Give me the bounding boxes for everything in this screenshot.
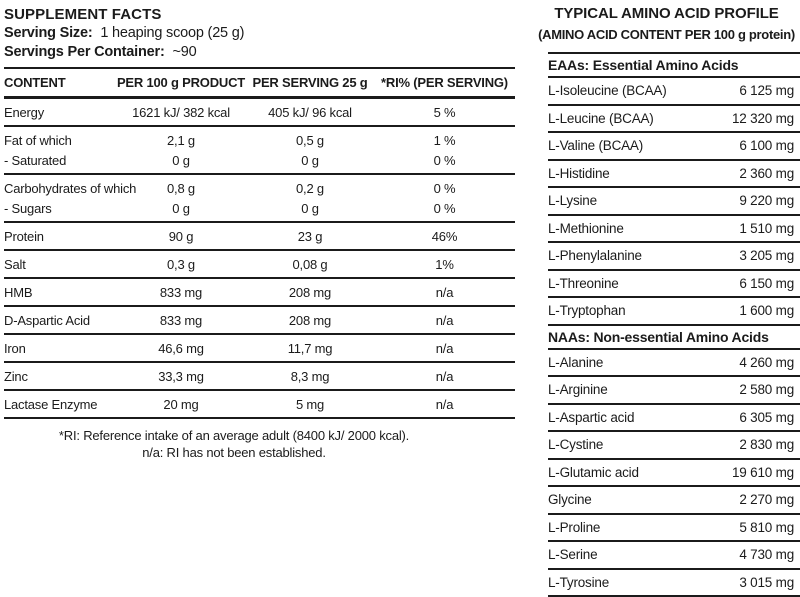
cell-content: - Saturated xyxy=(4,150,116,174)
column-header-per-serving: PER SERVING 25 g xyxy=(246,68,374,98)
supplement-table-header-row xyxy=(4,68,515,98)
section-rows xyxy=(548,78,800,326)
cell-per-serving: 208 mg xyxy=(246,306,374,334)
serving-size-label: Serving Size: xyxy=(4,25,92,41)
cell-content: Carbohydrates of which xyxy=(4,174,116,198)
amino-name: L-Alanine xyxy=(548,355,603,370)
cell-per-serving: 0 g xyxy=(246,150,374,174)
amino-value: 9 220 mg xyxy=(739,193,800,208)
amino-name: L-Valine (BCAA) xyxy=(548,138,643,153)
cell-content: Zinc xyxy=(4,362,116,390)
cell-per-serving: 0,08 g xyxy=(246,250,374,278)
cell-per-100g: 20 mg xyxy=(116,390,246,418)
column-header-content: CONTENT xyxy=(4,68,116,98)
amino-name: L-Histidine xyxy=(548,166,610,181)
amino-row xyxy=(548,487,800,515)
amino-sections xyxy=(548,52,800,597)
servings-per-container-line xyxy=(4,43,515,62)
cell-content: - Sugars xyxy=(4,198,116,222)
amino-value: 19 610 mg xyxy=(732,465,800,480)
amino-value: 4 260 mg xyxy=(739,355,800,370)
cell-per-serving: 208 mg xyxy=(246,278,374,306)
cell-ri-percent: 1% xyxy=(374,250,515,278)
amino-value: 12 320 mg xyxy=(732,111,800,126)
amino-row xyxy=(548,78,800,106)
cell-per-100g: 0 g xyxy=(116,150,246,174)
column-header-per-100g: PER 100 g PRODUCT xyxy=(116,68,246,98)
cell-ri-percent: 1 % xyxy=(374,126,515,150)
amino-value: 3 205 mg xyxy=(739,248,800,263)
cell-content: Iron xyxy=(4,334,116,362)
amino-value: 2 580 mg xyxy=(739,382,800,397)
amino-value: 6 305 mg xyxy=(739,410,800,425)
footnotes xyxy=(4,427,464,461)
amino-value: 5 810 mg xyxy=(739,520,800,535)
amino-value: 6 100 mg xyxy=(739,138,800,153)
amino-name: L-Isoleucine (BCAA) xyxy=(548,83,667,98)
amino-profile-title: TYPICAL AMINO ACID PROFILE xyxy=(533,5,800,23)
cell-ri-percent: n/a xyxy=(374,362,515,390)
amino-name: L-Leucine (BCAA) xyxy=(548,111,654,126)
amino-value: 6 150 mg xyxy=(739,276,800,291)
cell-ri-percent: n/a xyxy=(374,278,515,306)
table-row xyxy=(4,98,515,127)
amino-value: 2 270 mg xyxy=(739,492,800,507)
amino-name: L-Arginine xyxy=(548,382,608,397)
cell-ri-percent: 5 % xyxy=(374,98,515,127)
cell-content: Protein xyxy=(4,222,116,250)
cell-ri-percent: 0 % xyxy=(374,150,515,174)
amino-value: 6 125 mg xyxy=(739,83,800,98)
amino-name: L-Glutamic acid xyxy=(548,465,639,480)
amino-row xyxy=(548,188,800,216)
cell-content: D-Aspartic Acid xyxy=(4,306,116,334)
table-row xyxy=(4,334,515,362)
table-row xyxy=(4,126,515,150)
amino-name: Glycine xyxy=(548,492,592,507)
cell-content: Fat of which xyxy=(4,126,116,150)
amino-name: L-Threonine xyxy=(548,276,619,291)
amino-name: L-Phenylalanine xyxy=(548,248,642,263)
amino-row xyxy=(548,298,800,326)
amino-value: 1 510 mg xyxy=(739,221,800,236)
supplement-facts-title: SUPPLEMENT FACTS xyxy=(4,5,515,24)
cell-per-serving: 0,5 g xyxy=(246,126,374,150)
amino-row xyxy=(548,460,800,488)
amino-row xyxy=(548,515,800,543)
cell-per-serving: 0 g xyxy=(246,198,374,222)
amino-name: L-Aspartic acid xyxy=(548,410,634,425)
cell-per-100g: 0,8 g xyxy=(116,174,246,198)
cell-per-serving: 5 mg xyxy=(246,390,374,418)
cell-content: Lactase Enzyme xyxy=(4,390,116,418)
amino-name: L-Methionine xyxy=(548,221,624,236)
amino-row xyxy=(548,243,800,271)
amino-row xyxy=(548,377,800,405)
amino-value: 4 730 mg xyxy=(739,547,800,562)
footnote-na: n/a: RI has not been established. xyxy=(4,444,464,461)
amino-row xyxy=(548,432,800,460)
cell-ri-percent: n/a xyxy=(374,306,515,334)
amino-name: L-Cystine xyxy=(548,437,603,452)
supplement-table-body xyxy=(4,98,515,419)
cell-content: Salt xyxy=(4,250,116,278)
amino-row xyxy=(548,350,800,378)
servings-per-container-value: ~90 xyxy=(172,44,196,60)
amino-name: L-Proline xyxy=(548,520,600,535)
table-row xyxy=(4,174,515,198)
amino-name: L-Serine xyxy=(548,547,597,562)
amino-row xyxy=(548,405,800,433)
amino-name: L-Lysine xyxy=(548,193,597,208)
table-row xyxy=(4,306,515,334)
amino-profile-subtitle: (AMINO ACID CONTENT PER 100 g protein) xyxy=(533,27,800,43)
table-row xyxy=(4,198,515,222)
table-row xyxy=(4,222,515,250)
cell-ri-percent: n/a xyxy=(374,390,515,418)
column-header-ri-percent: *RI% (PER SERVING) xyxy=(374,68,515,98)
section-rows xyxy=(548,350,800,597)
table-row xyxy=(4,362,515,390)
amino-row xyxy=(548,133,800,161)
amino-name: L-Tyrosine xyxy=(548,575,609,590)
cell-content: HMB xyxy=(4,278,116,306)
amino-section xyxy=(548,54,800,326)
cell-ri-percent: 0 % xyxy=(374,198,515,222)
amino-profile-panel xyxy=(533,5,800,597)
cell-per-serving: 8,3 mg xyxy=(246,362,374,390)
cell-per-100g: 0 g xyxy=(116,198,246,222)
table-row xyxy=(4,150,515,174)
cell-per-100g: 1621 kJ/ 382 kcal xyxy=(116,98,246,127)
cell-per-100g: 0,3 g xyxy=(116,250,246,278)
cell-per-serving: 405 kJ/ 96 kcal xyxy=(246,98,374,127)
cell-per-100g: 33,3 mg xyxy=(116,362,246,390)
table-row xyxy=(4,278,515,306)
cell-ri-percent: 46% xyxy=(374,222,515,250)
amino-value: 2 360 mg xyxy=(739,166,800,181)
cell-per-serving: 11,7 mg xyxy=(246,334,374,362)
amino-row xyxy=(548,216,800,244)
amino-value: 3 015 mg xyxy=(739,575,800,590)
section-header: EAAs: Essential Amino Acids xyxy=(548,54,800,78)
serving-size-line xyxy=(4,24,515,43)
amino-row xyxy=(548,542,800,570)
cell-per-serving: 0,2 g xyxy=(246,174,374,198)
cell-per-100g: 46,6 mg xyxy=(116,334,246,362)
cell-ri-percent: n/a xyxy=(374,334,515,362)
amino-value: 2 830 mg xyxy=(739,437,800,452)
cell-per-100g: 2,1 g xyxy=(116,126,246,150)
section-header: NAAs: Non-essential Amino Acids xyxy=(548,326,800,350)
cell-per-100g: 90 g xyxy=(116,222,246,250)
amino-row xyxy=(548,271,800,299)
serving-size-value: 1 heaping scoop (25 g) xyxy=(100,25,244,41)
cell-content: Energy xyxy=(4,98,116,127)
cell-per-100g: 833 mg xyxy=(116,278,246,306)
amino-row xyxy=(548,106,800,134)
table-row xyxy=(4,390,515,418)
cell-per-serving: 23 g xyxy=(246,222,374,250)
amino-section xyxy=(548,326,800,597)
amino-row xyxy=(548,161,800,189)
amino-value: 1 600 mg xyxy=(739,303,800,318)
supplement-facts-panel xyxy=(4,5,515,461)
supplement-facts-table xyxy=(4,67,515,419)
servings-per-container-label: Servings Per Container: xyxy=(4,44,165,60)
amino-row xyxy=(548,570,800,597)
cell-per-100g: 833 mg xyxy=(116,306,246,334)
footnote-ri: *RI: Reference intake of an average adult (8400 kJ/ 2000 kcal). xyxy=(4,427,464,444)
amino-name: L-Tryptophan xyxy=(548,303,625,318)
table-row xyxy=(4,250,515,278)
cell-ri-percent: 0 % xyxy=(374,174,515,198)
